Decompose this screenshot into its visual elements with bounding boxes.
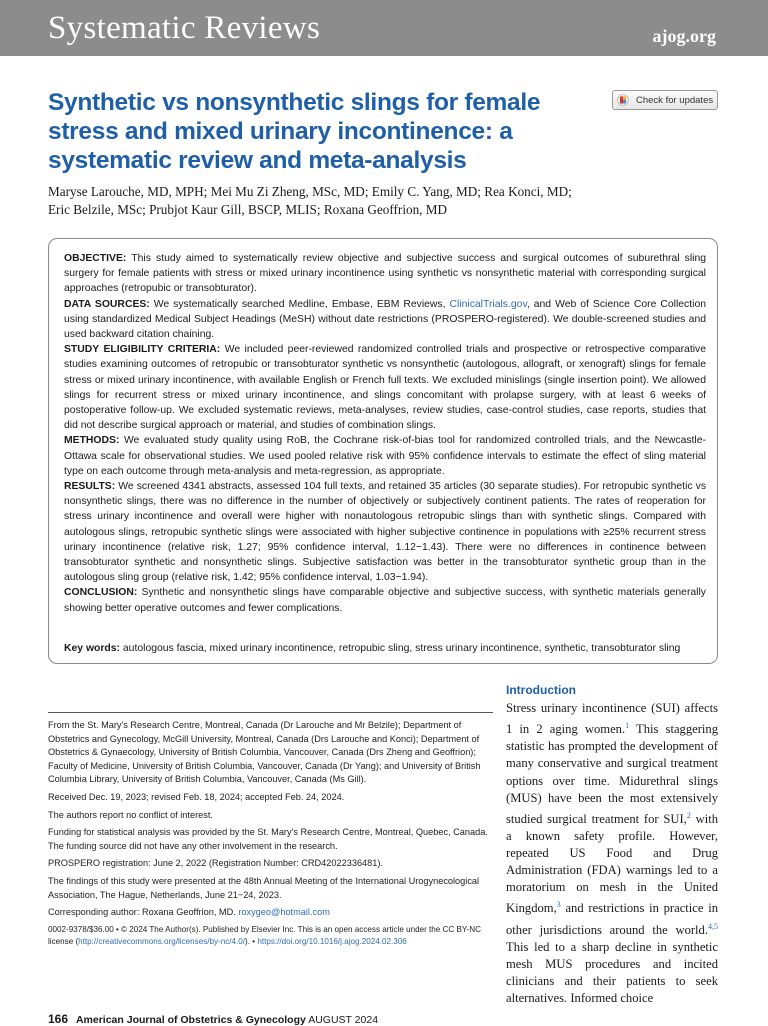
abstract — [64, 251, 706, 616]
abstract-eligibility — [64, 342, 706, 433]
authors-line-1: Maryse Larouche, MD, MPH; Mei Mu Zi Zheng, MSc, MD; Emily C. Yang, MD; Rea Konci, MD; — [48, 184, 572, 199]
abstract-objective — [64, 251, 706, 297]
license-text: 0002-9378/$36.00 • © 2024 The Author(s). Published by Elsevier Inc. This is an open access article under the CC BY-NC license ( — [48, 924, 481, 946]
intro-part-4: and restrictions in practice in other jurisdictions around the world. — [506, 901, 718, 937]
data-sources-label: DATA SOURCES: — [64, 298, 150, 310]
affiliations: From the St. Mary's Research Centre, Montreal, Canada (Dr Larouche and Mr Belzile); Department of Obstetrics and Gynecology, McGill University, Montreal, Canada (Drs Larouche and Konci); Department of Obstetrics & Gynaecology, University of British Columbia, Vancouver, Canada (Drs Zheng and Geoffrion); Faculty of Medicine, University of British Columbia, Vancouver, Canada (Dr Yang); and University of British Columbia Library, University of British Columbia, Vancouver, Canada (Ms Gill). — [48, 720, 481, 785]
ref-1[interactable]: 1 — [625, 721, 630, 731]
abstract-data-sources — [64, 297, 706, 343]
introduction-text — [506, 700, 718, 1007]
license-link[interactable]: http://creativecommons.org/licenses/by-nc/4.0/ — [78, 936, 246, 946]
results-label: RESULTS: — [64, 481, 116, 493]
issue-date: AUGUST 2024 — [308, 1014, 379, 1026]
keywords-label: Key words: — [64, 643, 121, 654]
conclusion-label: CONCLUSION: — [64, 587, 138, 599]
doi-link[interactable]: https://doi.org/10.1016/j.ajog.2024.02.306 — [257, 936, 407, 946]
ref-4-5[interactable]: 4,5 — [708, 921, 718, 931]
abstract-results — [64, 479, 706, 585]
authors-line-2: Eric Belzile, MSc; Prubjot Kaur Gill, BSCP, MLIS; Roxana Geoffrion, MD — [48, 202, 448, 217]
data-sources-text: We systematically searched Medline, Embase, EBM Reviews, — [153, 298, 446, 310]
received-dates: Received Dec. 19, 2023; revised Feb. 18, 2024; accepted Feb. 24, 2024. — [48, 791, 345, 802]
section-banner — [0, 0, 768, 56]
prospero-registration: PROSPERO registration: June 2, 2022 (Registration Number: CRD42022336481). — [48, 858, 384, 869]
results-text: We screened 4341 abstracts, assessed 104 full texts, and retained 35 articles (30 separate studies). For retropubic synthetic vs nonsynthetic slings, there was no difference in the number of objectively or subjectively continent patients. The rates of reoperation for stress urinary incontinence and overall were higher with nonautologous retropubic slings than with synthetic slings. Compared with autologous slings, retropubic synthetic slings were associated with higher subjective continence in populations with ≥25% recurrent stress urinary incontinence (relative risk, 1.27; 95% confidence interval, 1.12−1.43). There were no differences in continence between transobturator synthetic and nonsynthetic slings. Subjective satisfaction was better in the transobturator synthetic group than in the autologous sling group (relative risk, 1.42; 95% confidence interval, 1.03−1.94). — [64, 481, 707, 584]
ref-2[interactable]: 2 — [686, 810, 691, 820]
front-matter-notes — [48, 712, 493, 952]
license-text-2: ). • — [245, 936, 256, 946]
introduction-section — [506, 683, 718, 1007]
methods-text: We evaluated study quality using RoB, the Cochrane risk-of-bias tool for randomized controlled trials, and the Newcastle-Ottawa scale for observational studies. We used pooled relative risk with 95% confidence intervals to estimate the effect of sling material type on each outcome through meta-analysis and meta-regression, as appropriate. — [64, 435, 706, 477]
article-title: Synthetic vs nonsynthetic slings for female stress and mixed urinary incontinence: a systematic review and meta-analysis — [48, 89, 541, 174]
objective-text: This study aimed to systematically review objective and subjective success and surgical outcomes of suburethral sling surgery for female patients with stress or mixed urinary incontinence using synthetic vs nonsynthetic material with corresponding surgical approaches (retropubic or transobturator). — [64, 253, 707, 295]
clinicaltrials-link[interactable]: ClinicalTrials.gov — [449, 298, 527, 310]
section-title: Systematic Reviews — [48, 10, 321, 46]
email-link[interactable]: roxygeo@hotmail.com — [238, 907, 330, 918]
ref-3[interactable]: 3 — [556, 900, 561, 910]
data-sources-text-2: , and Web of Science Core Collection using standardized Medical Subject Headings (MeSH) without date restrictions (PROSPERO-registered). We double-screened studies and used backward citation chaining. — [64, 298, 707, 341]
corresponding-author — [48, 906, 493, 920]
objective-label: OBJECTIVE: — [64, 253, 127, 264]
crossmark-icon — [617, 94, 629, 106]
methods-label: METHODS: — [64, 435, 120, 447]
funding-statement: Funding for statistical analysis was provided by the St. Mary's Research Centre, Montreal, Quebec, Canada. The funding source did not have any other involvement in the research. — [48, 827, 488, 851]
eligibility-text: We included peer-reviewed randomized controlled trials and prospective or retrospective comparative studies examining outcomes of retropubic or transobturator synthetic vs nonsynthetic (autologous, allograft, or xenograft) slings for female stress or mixed urinary incontinence, with available English or French full texts. We excluded minislings (single insertion point). We allowed slings for recurrent stress or mixed urinary incontinence, and slings concomitant with prolapse surgery, with at least 6 weeks of postoperative follow-up. We excluded systematic reviews, meta-analyses, review studies, case-control studies, case reports, studies that did not describe surgical approach or material, and studies of combination slings. — [64, 344, 706, 432]
check-for-updates-label: Check for updates — [636, 94, 714, 106]
eligibility-label: STUDY ELIGIBILITY CRITERIA: — [64, 344, 221, 356]
author-list — [48, 183, 718, 219]
intro-part-2: This staggering statistic has prompted the development of many conservative and surgical treatment options over time. Midurethral slings (MUS) have been the most extensively studied surgical treatment for SUI, — [506, 722, 719, 826]
journal-site[interactable]: ajog.org — [652, 26, 716, 46]
check-for-updates-button[interactable] — [612, 90, 718, 110]
license-line — [48, 924, 493, 948]
intro-part-1: Stress urinary incontinence (SUI) affects 1 in 2 aging women. — [506, 701, 718, 737]
introduction-heading: Introduction — [506, 683, 576, 697]
presentation-note: The findings of this study were presented at the 48th Annual Meeting of the International Urogynecological Association, The Hague, Netherlands, June 21−24, 2023. — [48, 875, 480, 900]
page-number: 166 — [48, 1012, 69, 1026]
journal-name: American Journal of Obstetrics & Gynecology — [75, 1014, 306, 1026]
conclusion-text: Synthetic and nonsynthetic slings have comparable objective and subjective success, with synthetic materials generally showing better operative outcomes and fewer complications. — [64, 587, 706, 614]
intro-part-3: with a known safety profile. However, repeated US Food and Drug Administration (FDA) warnings led to a moratorium on mesh in the United Kingdom, — [506, 811, 718, 916]
keywords — [64, 642, 714, 656]
abstract-methods — [64, 433, 706, 479]
abstract-conclusion — [64, 585, 706, 615]
intro-part-5: This led to a sharp decline in synthetic mesh MUS procedures and incited clinicians and their patients to seek alternatives. Informed choice — [506, 939, 718, 1006]
corresponding-text: Corresponding author: Roxana Geoffrion, MD. — [48, 907, 236, 918]
keywords-text: autologous fascia, mixed urinary incontinence, retropubic sling, stress urinary incontinence, synthetic, transobturator sling — [122, 643, 681, 654]
conflict-statement: The authors report no conflict of interest. — [48, 809, 213, 820]
